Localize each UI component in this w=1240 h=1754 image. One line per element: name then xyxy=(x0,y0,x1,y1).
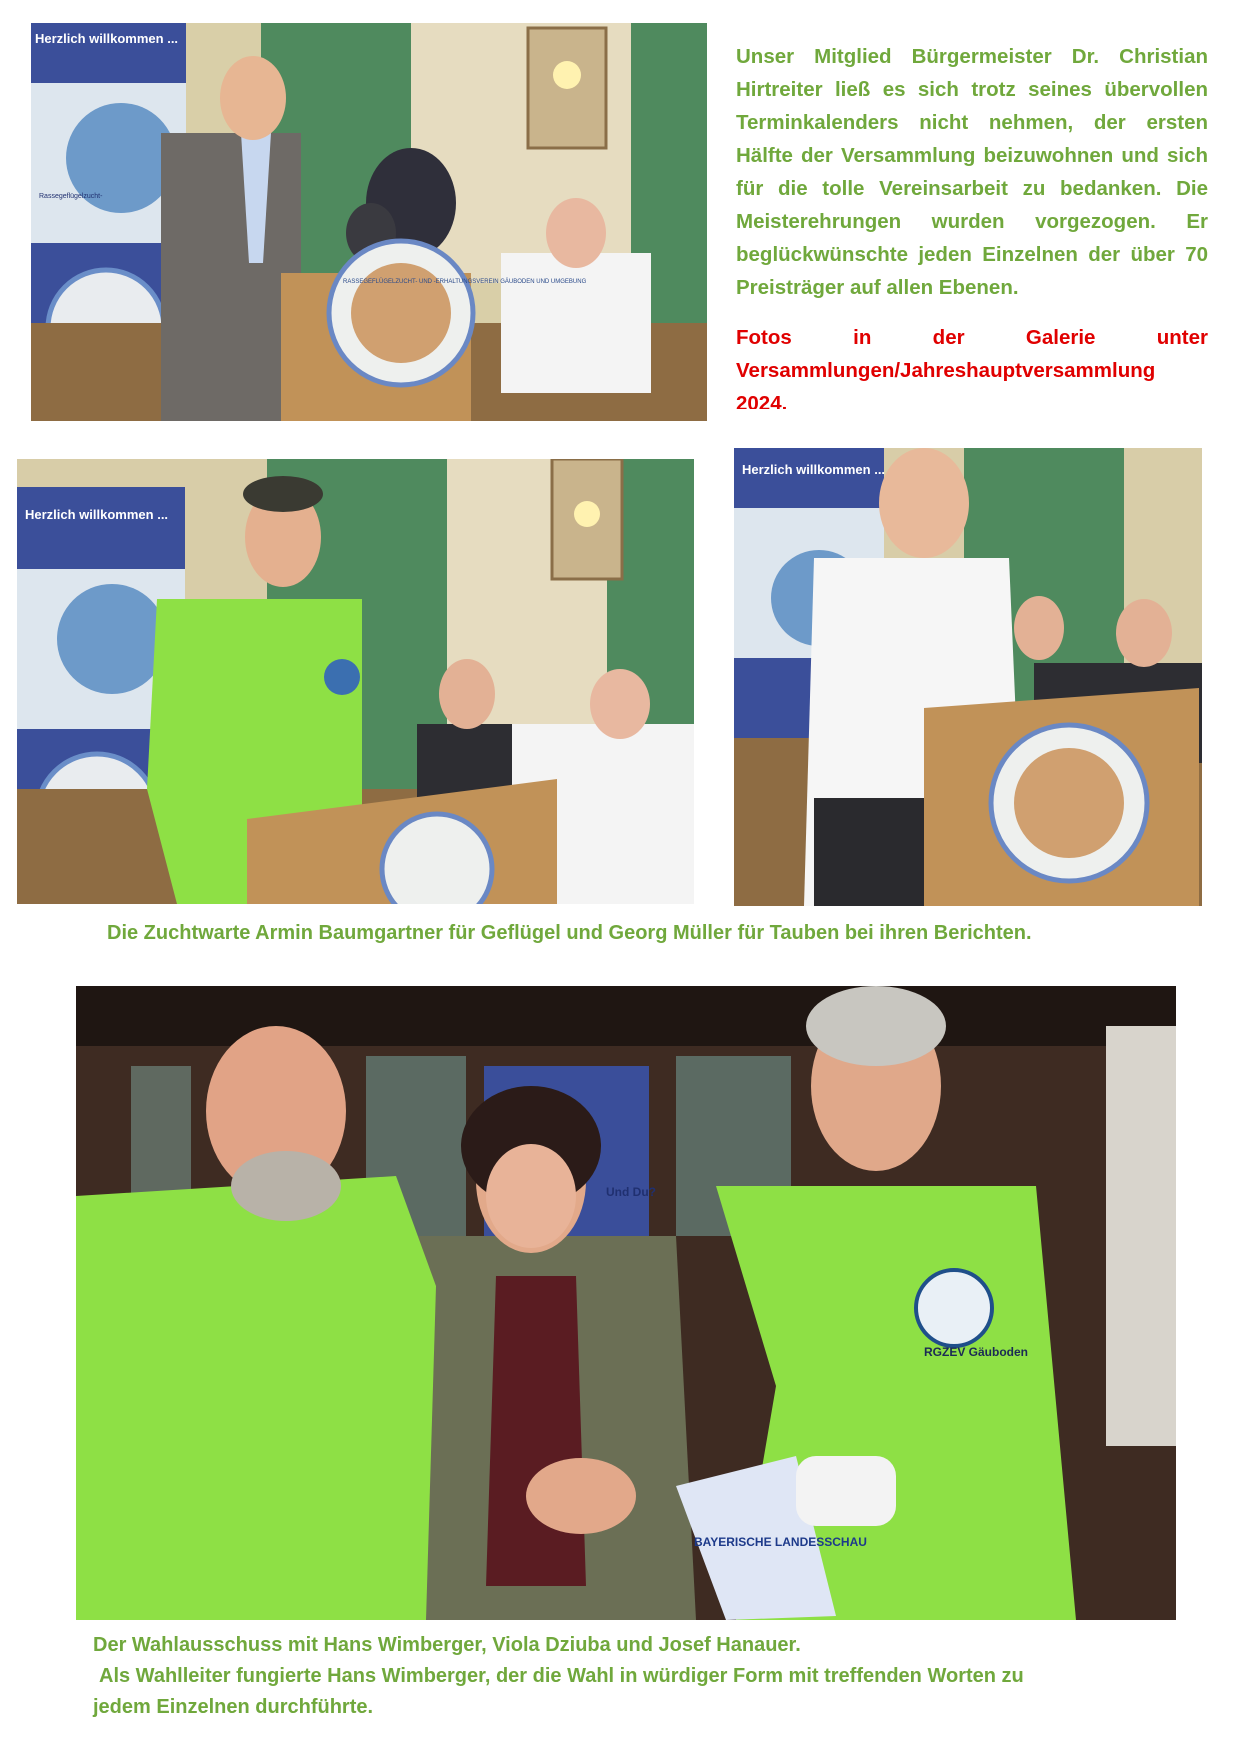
photo-georg-report-image xyxy=(734,448,1202,906)
caption-zuchtwarte: Die Zuchtwarte Armin Baumgartner für Geflügel und Georg Müller für Tauben bei ihren Berichten. xyxy=(107,922,1032,944)
intro-text-block xyxy=(736,40,1208,409)
caption-election xyxy=(93,1630,1203,1723)
banner-greeting-3: Herzlich willkommen ... xyxy=(742,462,886,477)
caption-election-line3: jedem Einzelnen durchführte. xyxy=(93,1696,374,1718)
gallery-note-line2: Versammlungen/Jahreshauptversammlung xyxy=(736,359,1156,382)
gallery-note-line1: Fotos in der Galerie unter xyxy=(736,326,1208,349)
banner-club: Rassegeflügelzucht- xyxy=(39,193,103,200)
photo-mayor-speech xyxy=(31,23,707,421)
banner-greeting-2: Herzlich willkommen ... xyxy=(25,507,169,522)
lectern-seal-text-1: RASSEGEFLÜGELZUCHT- UND -ERHALTUNGSVEREIN GÄUBODEN UND UMGEBUNG xyxy=(343,279,587,285)
photo-mayor-speech-image xyxy=(31,23,707,421)
shirt-logo-text: RGZEV Gäuboden xyxy=(924,1345,1029,1359)
gallery-note-line3: 2024. xyxy=(736,392,788,409)
pennant-text: BAYERISCHE LANDESSCHAU xyxy=(694,1535,867,1549)
caption-election-line2: Als Wahlleiter fungierte Hans Wimberger, der die Wahl in würdiger Form mit treffenden Worten zu xyxy=(99,1665,1024,1687)
photo-georg-report xyxy=(734,448,1202,906)
caption-election-line1: Der Wahlausschuss mit Hans Wimberger, Viola Dziuba und Josef Hanauer. xyxy=(93,1634,801,1656)
intro-paragraph: Unser Mitglied Bürgermeister Dr. Christian Hirtreiter ließ es sich trotz seines übervollen Terminkalenders nicht nehmen, der ersten Hälfte der Versammlung beizuwohnen und sich für die tolle Vereinsarbeit zu bedanken. Die Meisterehrungen wurden vorgezogen. Er beglückwünschte jeden Einzelnen der über 70 Preisträger auf allen Ebenen. xyxy=(736,45,1208,299)
photo-armin-report-image xyxy=(17,459,694,904)
photo-election-committee-image xyxy=(76,986,1176,1620)
banner-greeting: Herzlich willkommen ... xyxy=(35,31,179,46)
photo-election-committee xyxy=(76,986,1176,1620)
photo-armin-report xyxy=(17,459,694,904)
banner-partial-slogan: Und Du? xyxy=(606,1185,656,1199)
gallery-note xyxy=(736,321,1208,409)
